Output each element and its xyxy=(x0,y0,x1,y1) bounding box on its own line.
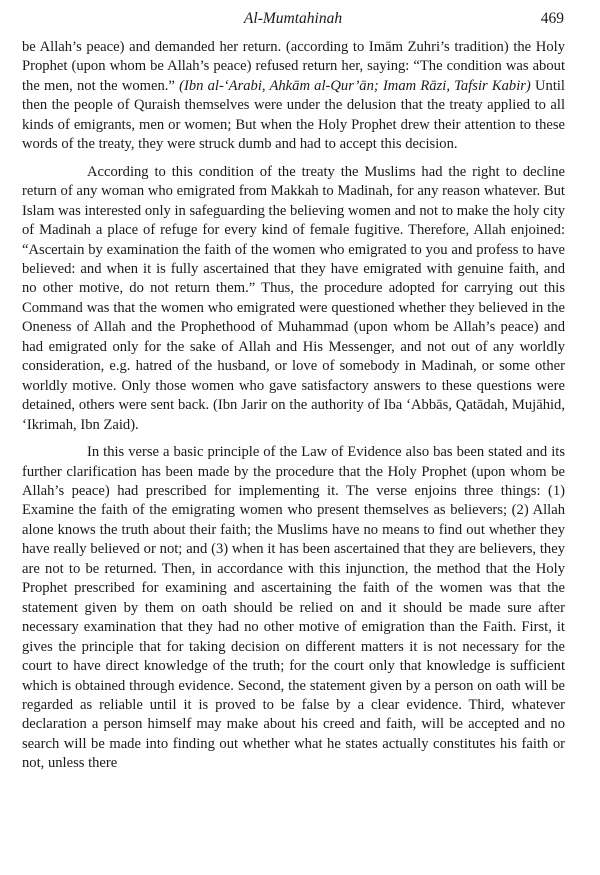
paragraph-text: be Allah’s peace) and demanded her return. (according to Imām Zuhri’s tradition) the Holy Prophet (upon whom be Allah’s peace) refused return her, saying: “The condition was about the men, not the women.” xyxy=(22,39,565,94)
paragraph-continuation xyxy=(22,38,565,155)
citation: (Ibn al-‘Arabi, Ahkām al-Qur’ān; Imam Rāzi, Tafsir Kabir) xyxy=(179,77,531,94)
page-body xyxy=(22,38,565,774)
paragraph: According to this condition of the treaty the Muslims had the right to decline return of any woman who emigrated from Makkah to Madinah, for any reason whatever. But Islam was interested only in safeguarding the believing women and not to make the holy city of Madinah a place of refuge for every kind of female fugitive. Therefore, Allah enjoined: “Ascertain by examination the faith of the women who emigrated to you and profess to have believed: and when it is fully ascertained that they have emigrated with genuine faith, and no other motive, do not return them.” Thus, the procedure adopted for carrying out this Command was that the women who emigrated were questioned whether they believed in the Oneness of Allah and the Prophethood of Muhammad (upon whom be Allah’s peace) and had emigrated only for the sake of Allah and His Messenger, and not out of any worldly consideration, e.g. hatred of the husband, or love of somebody in Madinah, or some other worldly motive. Only those women who gave satisfactory answers to these questions were detained, others were sent back. (Ibn Jarir on the authority of Iba ‘Abbās, Qatādah, Mujāhid, ‘Ikrimah, Ibn Zaid). xyxy=(22,163,565,433)
page-number: 469 xyxy=(540,10,564,27)
page-header xyxy=(22,10,564,32)
paragraph: In this verse a basic principle of the Law of Evidence also bas been stated and its further clarification has been made by the procedure that the Holy Prophet (upon whom be Allah’s peace) had prescribed for implementing it. The verse enjoins three things: (1) Examine the faith of the emigrating women who present themselves as believers; (2) Allah alone knows the truth about their faith; the Muslims have no means to find out whether they have really believed or not; and (3) when it has been ascertained that they are believers, they are not to be returned. Then, in accordance with this injunction, the method that the Holy Prophet prescribed for examining and ascertaining the faith of the women was that the statement given by them on oath should be relied on and it should be made sure after necessary examination that they had no other motive of emigration than the Faith. First, it gives the principle that for taking decision on different matters it is not necessary for the court to have direct knowledge of the truth; for the court only that knowledge is sufficient which is obtained through evidence. Second, the statement given by a person on oath will be regarded as reliable until it is proved to be false by a clear evidence. Third, whatever declaration a person himself may make about his creed and faith, will be accepted and no search will be made into finding out whether what he states actually constitutes his faith or not, unless there xyxy=(22,444,565,772)
running-title: Al-Mumtahinah xyxy=(243,10,343,27)
paragraph-text: Until then the people of Quraish themselves were under the delusion that the treaty applied to all kinds of emigrants, men or women; But when the Holy Prophet drew their attention to these words of the treaty, they were struck dumb and had to accept this decision. xyxy=(22,77,565,153)
